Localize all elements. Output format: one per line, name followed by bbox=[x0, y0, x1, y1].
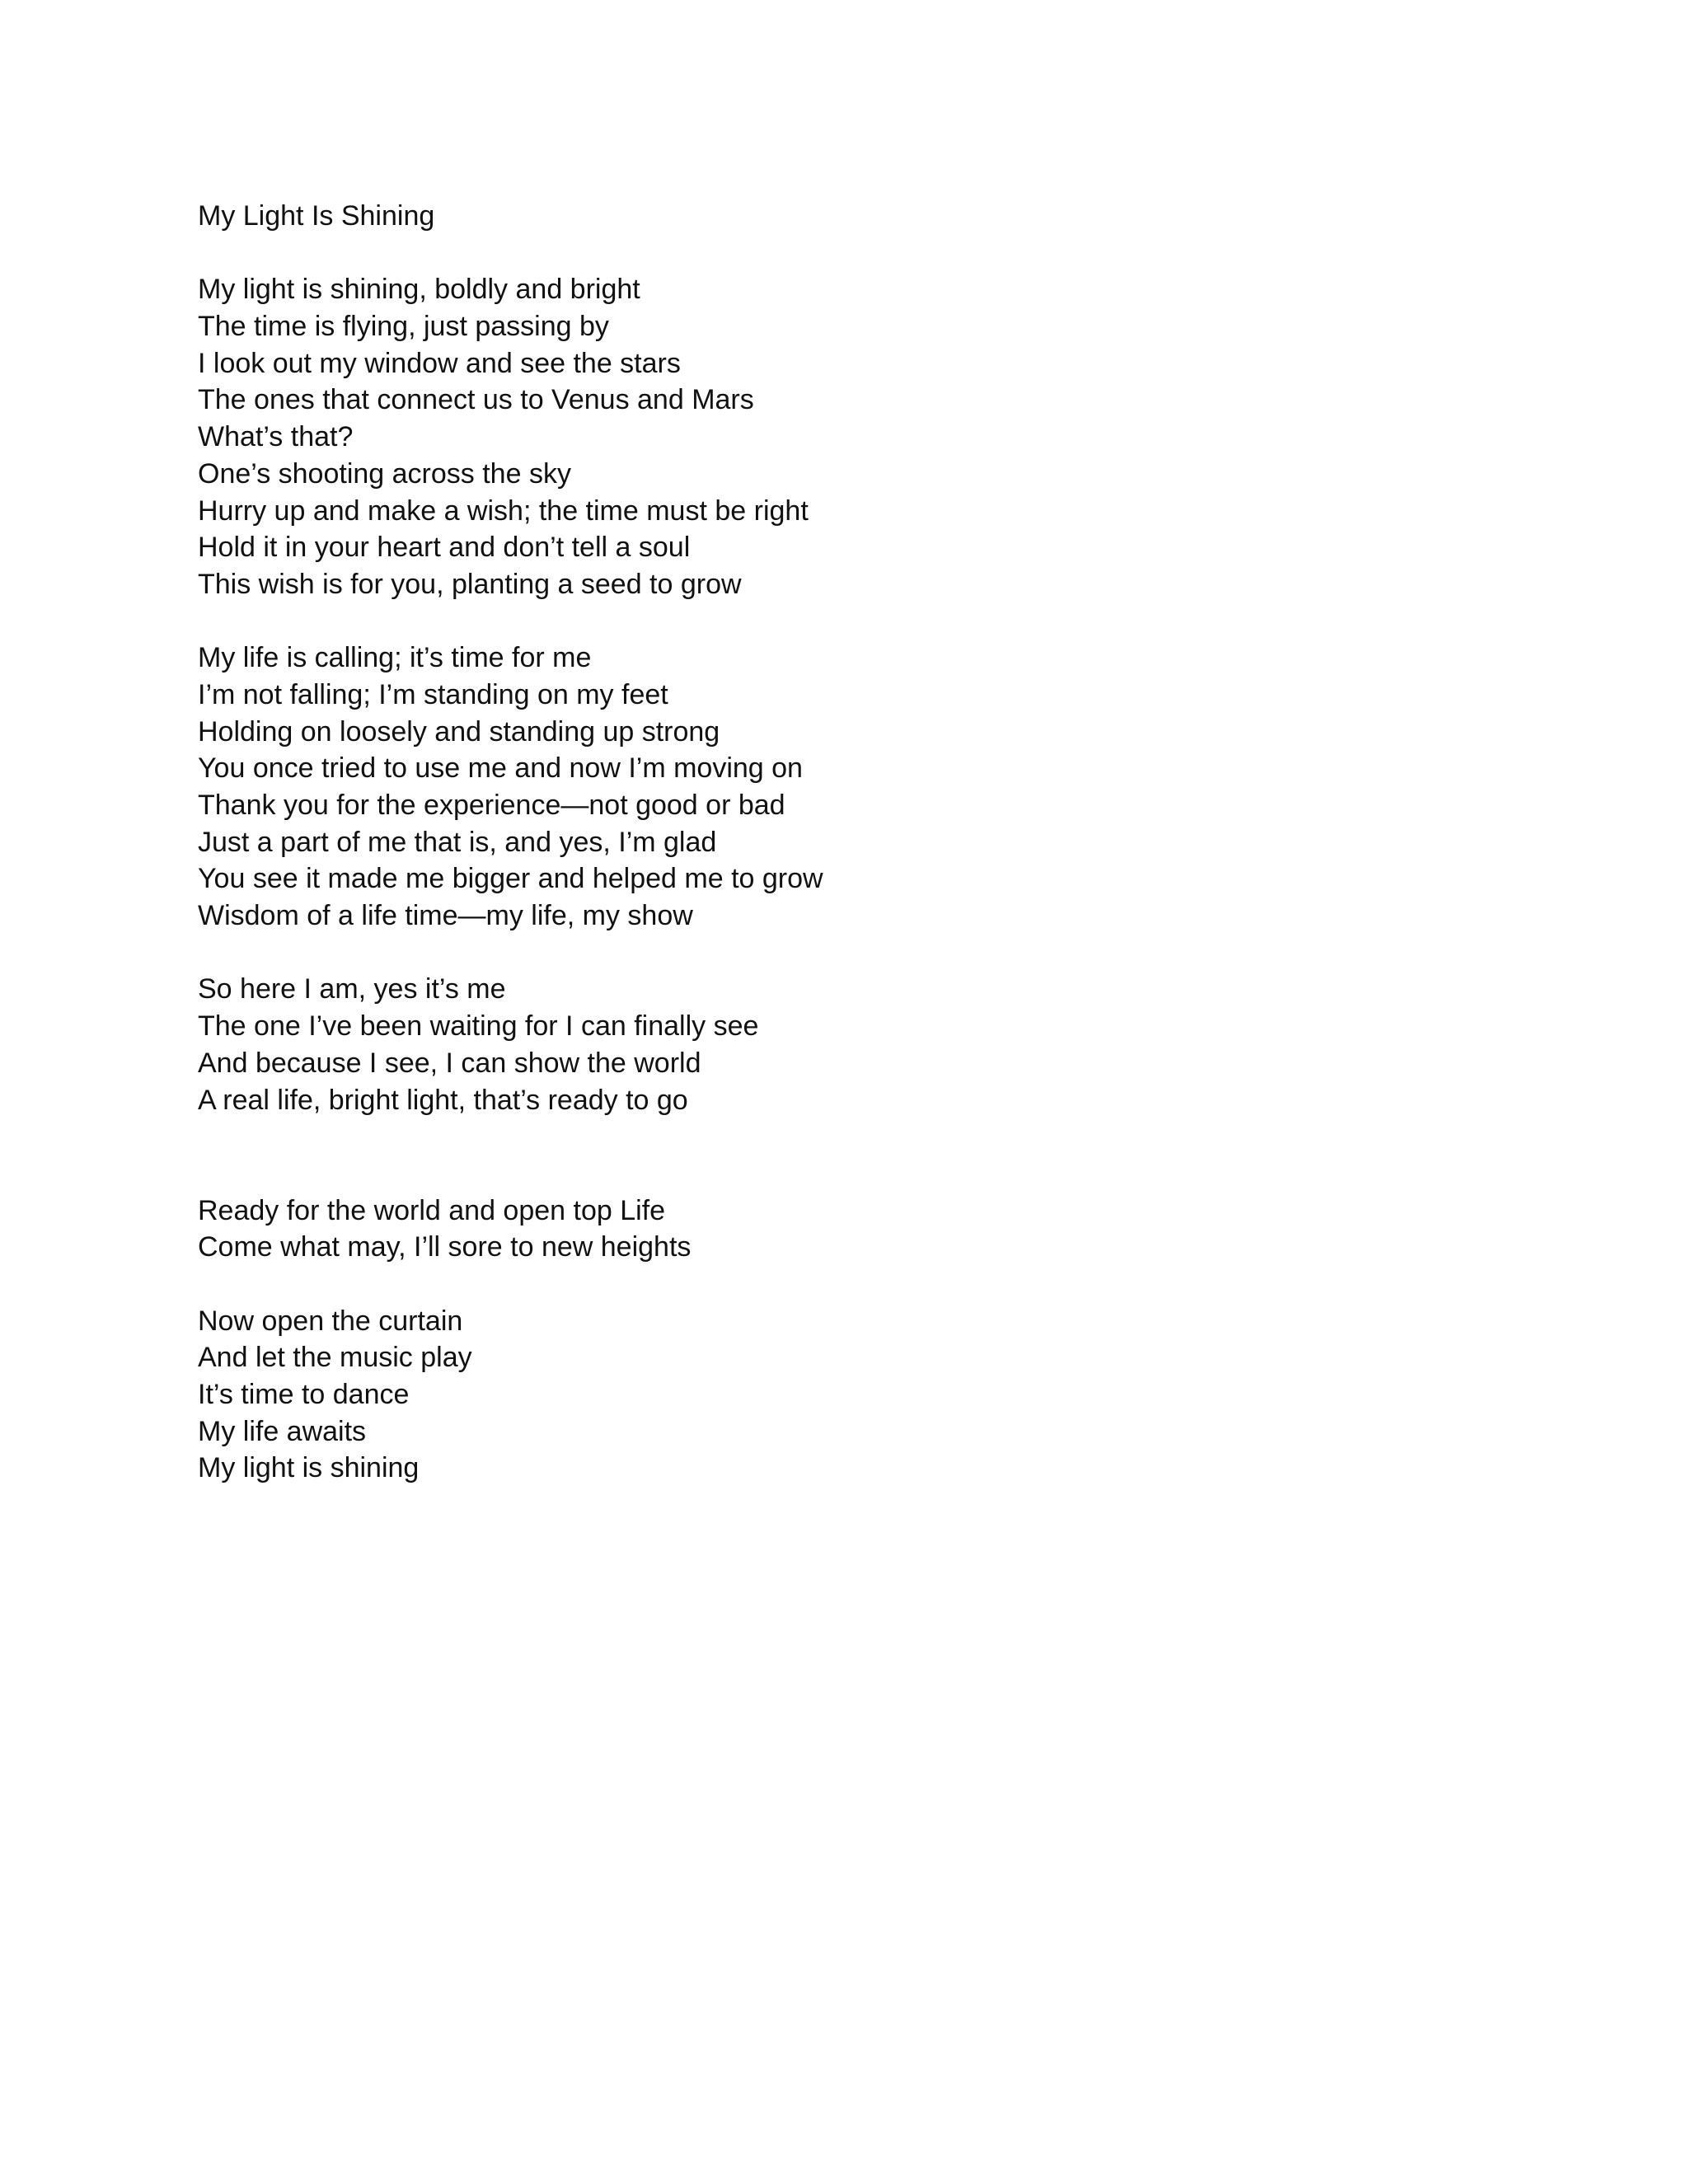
poem-line: Thank you for the experience—not good or bad bbox=[198, 790, 785, 821]
poem-line: My light is shining bbox=[198, 1452, 420, 1484]
poem-line: Holding on loosely and standing up strong bbox=[198, 715, 720, 748]
poem-line: What’s that? bbox=[198, 421, 354, 453]
poem-line: The one I’ve been waiting for I can finally see bbox=[198, 1010, 759, 1043]
poem-line: Just a part of me that is, and yes, I’m glad bbox=[198, 826, 717, 858]
poem-line: One’s shooting across the sky bbox=[198, 457, 571, 490]
poem-line: Hurry up and make a wish; the time must be right bbox=[198, 494, 809, 527]
stanza-4 bbox=[198, 1193, 1434, 1266]
poem-line: Now open the curtain bbox=[198, 1305, 463, 1337]
stanza-2 bbox=[198, 640, 1434, 935]
poem-title: My Light Is Shining bbox=[198, 200, 435, 232]
poem-line: And let the music play bbox=[198, 1342, 472, 1374]
poem-line: My light is shining, boldly and bright bbox=[198, 274, 640, 306]
poem-line: Ready for the world and open top Life bbox=[198, 1194, 666, 1226]
poem-line: So here I am, yes it’s me bbox=[198, 973, 506, 1005]
stanza-5 bbox=[198, 1303, 1434, 1487]
poem-line: The time is flying, just passing by bbox=[198, 311, 609, 343]
poem-line: Come what may, I’ll sore to new heights bbox=[198, 1231, 692, 1263]
poem-line: Hold it in your heart and don’t tell a soul bbox=[198, 532, 691, 564]
poem-line: This wish is for you, planting a seed to grow bbox=[198, 568, 742, 600]
stanza-1 bbox=[198, 271, 1434, 602]
poem-line: I look out my window and see the stars bbox=[198, 347, 681, 379]
poem-line: My life is calling; it’s time for me bbox=[198, 642, 592, 674]
poem-line: My life awaits bbox=[198, 1415, 367, 1447]
poem-line: It’s time to dance bbox=[198, 1379, 410, 1411]
poem-line: You see it made me bigger and helped me to grow bbox=[198, 863, 823, 895]
poem-body bbox=[198, 198, 1434, 1487]
poem-line: I’m not falling; I’m standing on my feet bbox=[198, 678, 668, 710]
poem-line: A real life, bright light, that’s ready to go bbox=[198, 1084, 688, 1116]
stanza-3 bbox=[198, 971, 1434, 1118]
poem-line: The ones that connect us to Venus and Mars bbox=[198, 384, 754, 416]
poem-line: And because I see, I can show the world bbox=[198, 1047, 701, 1079]
poem-line: You once tried to use me and now I’m moving on bbox=[198, 752, 803, 785]
poem-line: Wisdom of a life time—my life, my show bbox=[198, 900, 693, 932]
